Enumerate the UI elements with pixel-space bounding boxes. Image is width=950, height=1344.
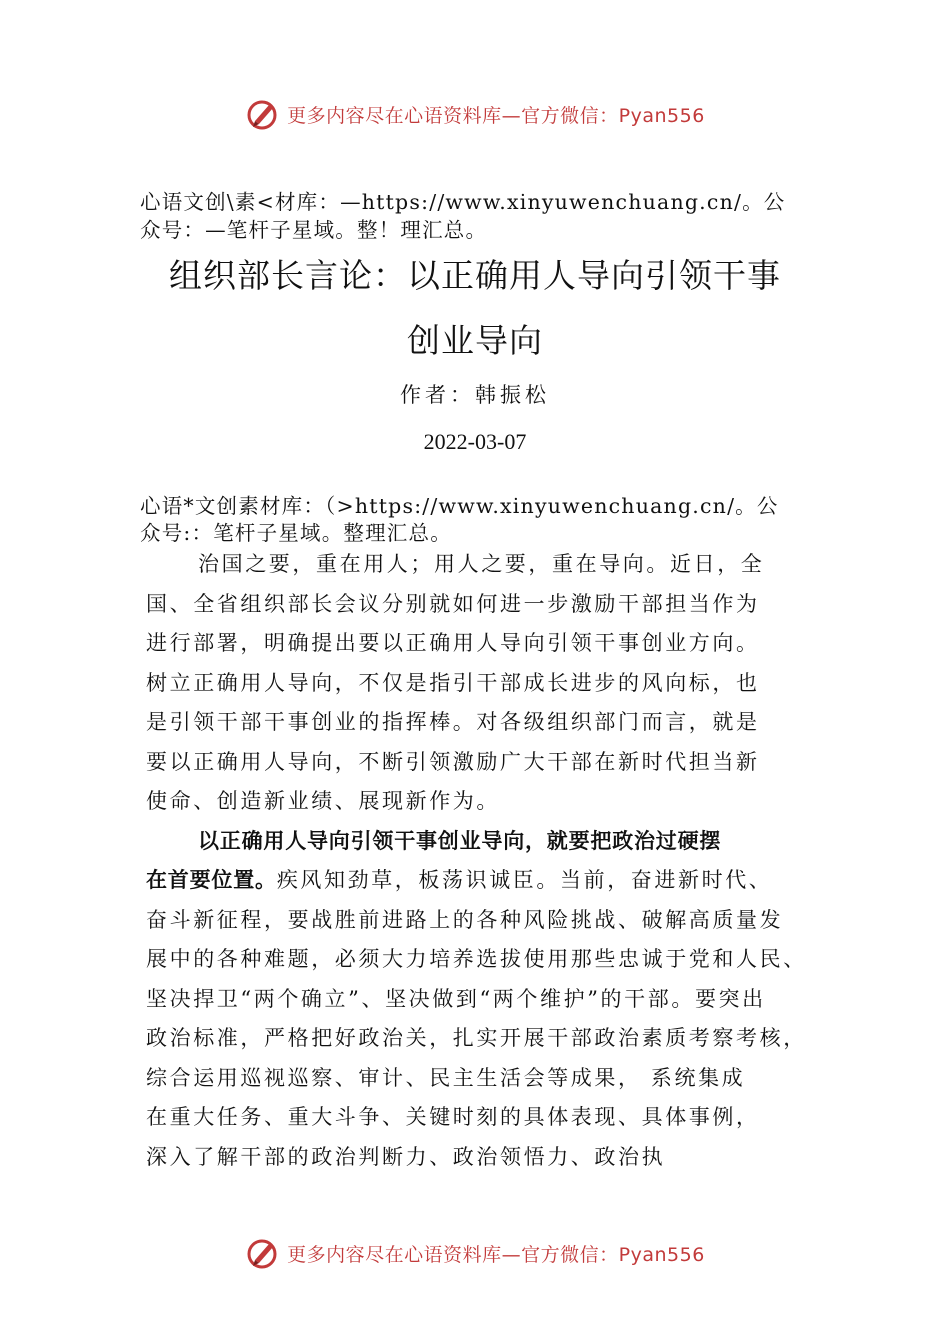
paragraph-line: 坚决捍卫“两个确立”、坚决做到“两个维护”的干部。要突出: [146, 987, 766, 1011]
paragraph-bold-heading-end: 在首要位置。: [146, 868, 277, 892]
article-title: 组织部长言论：以正确用人导向引领干事: [169, 256, 781, 295]
source-note-line: 心语文创\素<材库：—https://www.xinyuwenchuang.cn/。公: [140, 190, 786, 214]
banner-text: 更多内容尽在心语资料库—官方微信：Pyan556: [287, 104, 705, 127]
paragraph-line: 治国之要，重在用人；用人之要，重在导向。近日，全: [198, 552, 765, 576]
paragraph-line: 进行部署，明确提出要以正确用人导向引领干事创业方向。: [146, 631, 760, 655]
paragraph-line: [146, 864, 772, 894]
paragraph-line-rest: 疾风知劲草，板荡识诚臣。当前，奋进新时代、: [276, 868, 773, 892]
paragraph-line: 政治标准，严格把好政治关，扎实开展干部政治素质考察考核，: [146, 1026, 807, 1050]
paragraph-line: 国、全省组织部长会议分别就如何进一步激励干部担当作为: [146, 592, 760, 616]
paragraph-bold-heading: 以正确用人导向引领干事创业导向，就要把政治过硬摆: [198, 829, 722, 853]
paragraph-line: 树立正确用人导向，不仅是指引干部成长进步的风向标，也: [146, 671, 760, 695]
banner-text: 更多内容尽在心语资料库—官方微信：Pyan556: [287, 1243, 705, 1266]
article-date: 2022-03-07: [423, 429, 527, 454]
paragraph-line: 综合运用巡视巡察、审计、民主生活会等成果， 系统集成: [146, 1066, 746, 1090]
paragraph-line: 要以正确用人导向，不断引领激励广大干部在新时代担当新: [146, 750, 760, 774]
pen-logo-icon: [245, 97, 281, 131]
pen-logo-icon: [245, 1236, 281, 1270]
paragraph-line: 使命、创造新业绩、展现新作为。: [146, 789, 500, 813]
footer-watermark-banner: [0, 1233, 950, 1273]
article-author: 作者：韩振松: [400, 383, 550, 407]
paragraph-line: 展中的各种难题，必须大力培养选拔使用那些忠诚于党和人民、: [146, 947, 807, 971]
source-note-line: 众号：—笔杆子星域。整！理汇总。: [140, 218, 488, 242]
source-note-line: 心语*文创素材库：（>https://www.xinyuwenchuang.cn/。公: [140, 494, 779, 518]
header-watermark-banner: [0, 94, 950, 134]
paragraph-line: 奋斗新征程，要战胜前进路上的各种风险挑战、破解高质量发: [146, 908, 784, 932]
paragraph-line: 是引领干部干事创业的指挥棒。对各级组织部门而言，就是: [146, 710, 760, 734]
article-title-continued: 创业导向: [407, 321, 543, 360]
paragraph-line: 深入了解干部的政治判断力、政治领悟力、政治执: [146, 1145, 666, 1169]
paragraph-line: 在重大任务、重大斗争、关键时刻的具体表现、具体事例，: [146, 1105, 760, 1129]
source-note-line: 众号:：笔杆子星域。整理汇总。: [140, 521, 452, 545]
